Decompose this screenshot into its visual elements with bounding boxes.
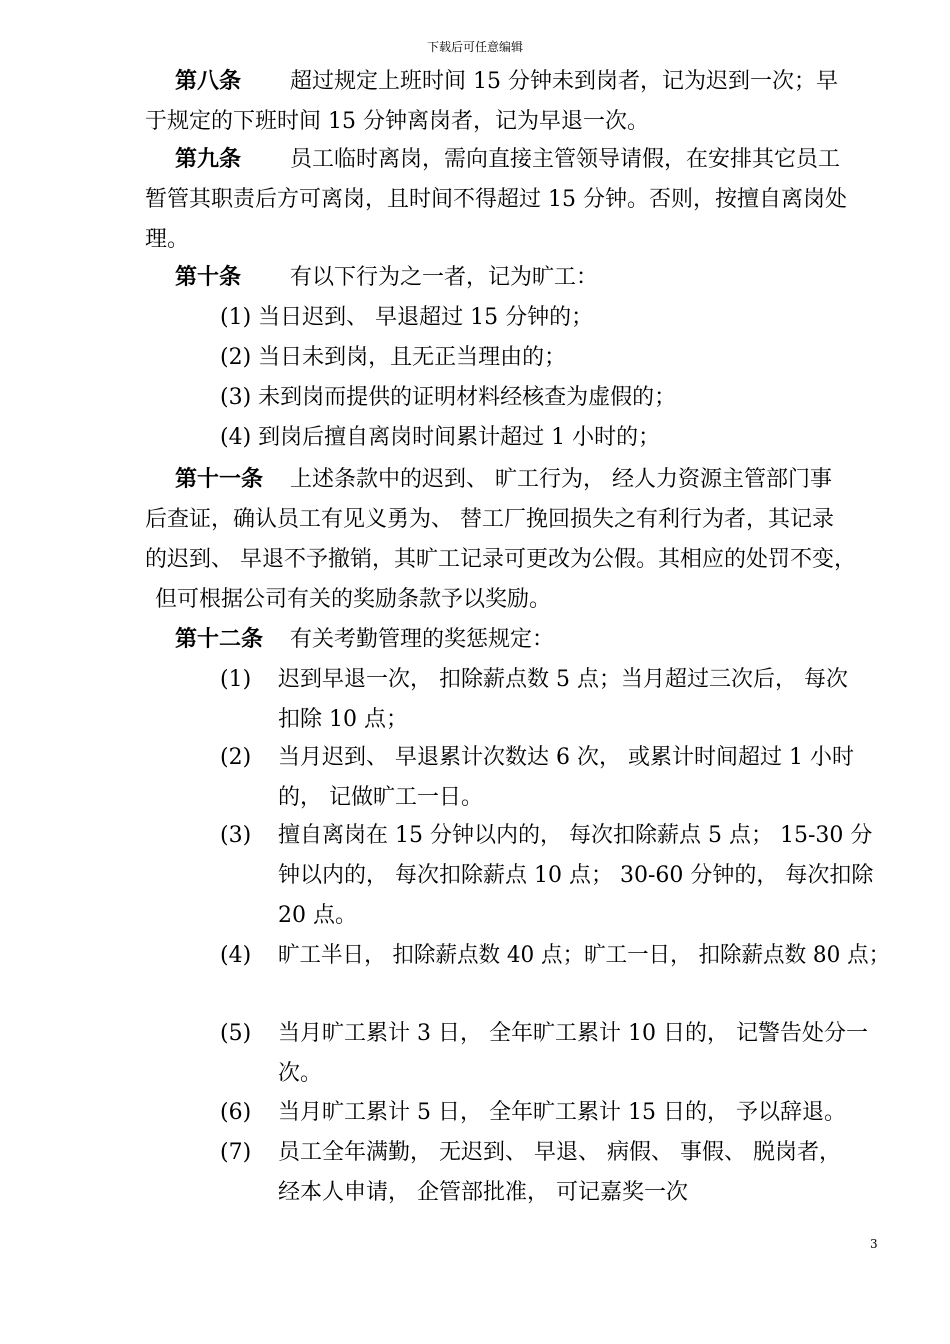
art12-item-4-line1: 旷工半日， 扣除薪点数 40 点；旷工一日， 扣除薪点数 80 点； — [278, 943, 891, 968]
art12-item-1-line1: 迟到早退一次， 扣除薪点数 5 点；当月超过三次后， 每次 — [278, 667, 848, 692]
page-header: 下载后可任意编辑 — [426, 40, 523, 54]
art12-intro: 有关考勤管理的奖惩规定： — [290, 627, 555, 652]
art9-line1: 员工临时离岗，需向直接主管领导请假，在安排其它员工 — [290, 147, 841, 172]
art12-item-7-num: (7) — [220, 1140, 252, 1165]
art12-item-5-num: (5) — [220, 1021, 252, 1046]
art12-item-6-line1: 当月旷工累计 5 日， 全年旷工累计 15 日的， 予以辞退。 — [278, 1100, 846, 1125]
art10-heading: 第十条 — [175, 265, 242, 290]
art12-item-3-num: (3) — [220, 823, 252, 848]
art12-item-3-line2: 钟以内的， 每次扣除薪点 10 点； 30-60 分钟的， 每次扣除 — [278, 863, 874, 888]
art12-item-2-line1: 当月迟到、 早退累计次数达 6 次， 或累计时间超过 1 小时 — [278, 745, 854, 770]
art12-item-5-line2: 次。 — [278, 1061, 323, 1086]
art8-line1: 超过规定上班时间 15 分钟未到岗者，记为迟到一次；早 — [290, 69, 838, 94]
art10-item-4: (4) 到岗后擅自离岗时间累计超过 1 小时的； — [220, 425, 661, 450]
art12-item-7-line1: 员工全年满勤， 无迟到、 早退、 病假、 事假、 脱岗者， — [278, 1140, 841, 1165]
art11-line4: 但可根据公司有关的奖励条款予以奖励。 — [155, 587, 552, 612]
art10-intro: 有以下行为之一者，记为旷工： — [290, 265, 599, 290]
page-number: 3 — [870, 1237, 878, 1251]
art11-heading: 第十一条 — [175, 467, 264, 492]
art12-item-7-line2: 经本人申请， 企管部批准， 可记嘉奖一次 — [278, 1180, 688, 1205]
art11-line3: 的迟到、 早退不予撤销，其旷工记录可更改为公假。其相应的处罚不变， — [145, 547, 856, 572]
art9-line3: 理。 — [145, 227, 190, 252]
art12-item-5-line1: 当月旷工累计 3 日， 全年旷工累计 10 日的， 记警告处分一 — [278, 1021, 868, 1046]
art9-heading: 第九条 — [175, 147, 242, 172]
art12-item-1-line2: 扣除 10 点； — [278, 707, 408, 732]
art12-item-1-num: (1) — [220, 667, 252, 692]
art10-item-3: (3) 未到岗而提供的证明材料经核查为虚假的； — [220, 385, 677, 410]
art9-line2: 暂管其职责后方可离岗，且时间不得超过 15 分钟。否则，按擅自离岗处 — [145, 187, 847, 212]
art12-item-2-line2: 的， 记做旷工一日。 — [278, 785, 483, 810]
art11-line1: 上述条款中的迟到、 旷工行为， 经人力资源主管部门事 — [290, 467, 832, 492]
art12-item-3-line3: 20 点。 — [278, 903, 357, 928]
art12-item-2-num: (2) — [220, 745, 252, 770]
art12-item-6-num: (6) — [220, 1100, 252, 1125]
art10-item-2: (2) 当日未到岗，且无正当理由的； — [220, 345, 567, 370]
art12-item-4-num: (4) — [220, 943, 252, 968]
art8-line2: 于规定的下班时间 15 分钟离岗者，记为早退一次。 — [145, 109, 649, 134]
art11-line2: 后查证，确认员工有见义勇为、 替工厂挽回损失之有利行为者，其记录 — [145, 507, 834, 532]
art12-heading: 第十二条 — [175, 627, 264, 652]
art12-item-3-line1: 擅自离岗在 15 分钟以内的， 每次扣除薪点 5 点； 15-30 分 — [278, 823, 873, 848]
art10-item-1: (1) 当日迟到、 早退超过 15 分钟的； — [220, 305, 594, 330]
art8-heading: 第八条 — [175, 69, 242, 94]
